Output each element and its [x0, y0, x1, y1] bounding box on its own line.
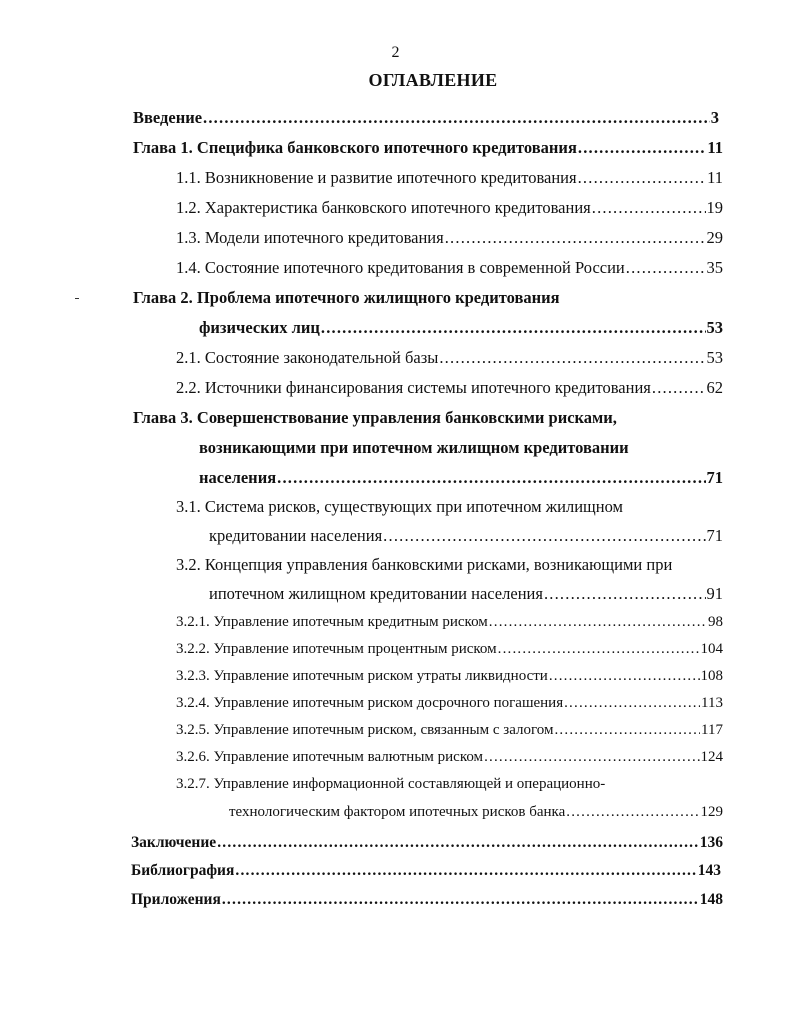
leader-dots [566, 804, 699, 821]
page-ref: 117 [701, 722, 723, 738]
leader-dots [222, 891, 699, 909]
leader-dots [383, 526, 705, 546]
toc-entry-chapter-2-cont[interactable]: физических лиц ..... 53 [199, 318, 723, 338]
leader-dots [203, 108, 710, 128]
toc-entry-3-2-5[interactable]: 3.2.5. Управление ипотечным риском, связанным с залогом ..... 117 [176, 722, 723, 739]
toc-entry-2-2[interactable]: 2.2. Источники финансирования системы ипотечного кредитования ..... 62 [176, 378, 723, 398]
toc-entry-1-3[interactable]: 1.3. Модели ипотечного кредитования ..... 29 [176, 228, 723, 248]
toc-entry-introduction[interactable]: Введение ..... 3 [133, 108, 719, 128]
leader-dots [626, 258, 706, 278]
toc-entry-chapter-3-cont-2[interactable]: населения ..... 71 [199, 468, 723, 488]
toc-entry-3-2-2[interactable]: 3.2.2. Управление ипотечным процентным риском ..... 104 [176, 641, 723, 658]
page-ref: 35 [706, 258, 723, 277]
leader-dots [564, 695, 700, 712]
toc-entry-3-2-7[interactable]: 3.2.7. Управление информационной составляющей и операционно- [176, 776, 606, 792]
page-ref: 143 [697, 862, 721, 879]
toc-entry-chapter-2[interactable]: Глава 2. Проблема ипотечного жилищного кредитования [133, 288, 560, 307]
scan-mark [75, 298, 79, 299]
toc-entry-3-2[interactable]: 3.2. Концепция управления банковскими рисками, возникающими при [176, 555, 673, 574]
toc-entry-3-1-cont[interactable]: кредитовании населения ..... 71 [209, 526, 723, 546]
toc-entry-3-2-cont[interactable]: ипотечном жилищном кредитовании населения ..... 91 [209, 584, 723, 604]
leader-dots [445, 228, 706, 248]
leader-dots [217, 834, 699, 852]
page-ref: 11 [707, 138, 723, 157]
page-ref: 3 [710, 108, 719, 127]
page-ref: 71 [706, 468, 723, 487]
toc-entry-3-2-4[interactable]: 3.2.4. Управление ипотечным риском досрочного погашения ..... 113 [176, 695, 723, 712]
leader-dots [578, 138, 707, 158]
page-ref: 104 [700, 641, 723, 657]
page-ref: 136 [699, 834, 723, 851]
leader-dots [578, 168, 707, 188]
page-title: ОГЛАВЛЕНИЕ [368, 70, 498, 90]
leader-dots [498, 641, 700, 658]
leader-dots [321, 318, 706, 338]
leader-dots [554, 722, 700, 739]
page-ref: 148 [699, 891, 723, 908]
leader-dots [439, 348, 705, 368]
toc-entry-3-2-7-cont[interactable]: технологическим фактором ипотечных рисков банка ..... 129 [229, 804, 723, 821]
page-ref: 124 [700, 749, 723, 765]
page-ref: 71 [706, 526, 723, 545]
page-ref: 91 [706, 584, 723, 603]
page-ref: 98 [708, 614, 723, 630]
toc-entry-chapter-3[interactable]: Глава 3. Совершенствование управления банковскими рисками, [133, 408, 617, 427]
page-ref: 53 [706, 348, 723, 367]
toc-entry-bibliography[interactable]: Библиография ..... 143 [131, 862, 721, 880]
leader-dots [592, 198, 706, 218]
page-ref: 53 [706, 318, 723, 337]
leader-dots [277, 468, 705, 488]
leader-dots [549, 668, 700, 685]
page-ref: 29 [706, 228, 723, 247]
leader-dots [652, 378, 706, 398]
toc-entry-chapter-1[interactable]: Глава 1. Специфика банковского ипотечного кредитования ..... 11 [133, 138, 723, 158]
toc-entry-chapter-3-cont[interactable]: возникающими при ипотечном жилищном кредитовании [199, 438, 629, 457]
toc-entry-1-4[interactable]: 1.4. Состояние ипотечного кредитования в современной России ..... 35 [176, 258, 723, 278]
page-ref: 129 [700, 804, 723, 820]
page-ref: 108 [700, 668, 723, 684]
toc-entry-conclusion[interactable]: Заключение ..... 136 [131, 834, 723, 852]
toc-entry-1-2[interactable]: 1.2. Характеристика банковского ипотечного кредитования ..... 19 [176, 198, 723, 218]
toc-entry-3-1[interactable]: 3.1. Система рисков, существующих при ипотечном жилищном [176, 497, 623, 516]
toc-entry-3-2-6[interactable]: 3.2.6. Управление ипотечным валютным риском ..... 124 [176, 749, 723, 766]
toc-entry-3-2-1[interactable]: 3.2.1. Управление ипотечным кредитным риском ..... 98 [176, 614, 723, 631]
leader-dots [544, 584, 706, 604]
page-ref: 19 [706, 198, 723, 217]
toc-entry-3-2-3[interactable]: 3.2.3. Управление ипотечным риском утраты ликвидности ..... 108 [176, 668, 723, 685]
toc-entry-2-1[interactable]: 2.1. Состояние законодательной базы ..... 53 [176, 348, 723, 368]
leader-dots [235, 862, 696, 880]
page-ref: 113 [701, 695, 723, 711]
leader-dots [484, 749, 699, 766]
page-number: 2 [391, 44, 400, 61]
leader-dots [489, 614, 707, 631]
page-ref: 11 [707, 168, 723, 187]
page-ref: 62 [706, 378, 723, 397]
toc-entry-appendices[interactable]: Приложения ..... 148 [131, 891, 723, 909]
toc-entry-1-1[interactable]: 1.1. Возникновение и развитие ипотечного кредитования ..... 11 [176, 168, 723, 188]
